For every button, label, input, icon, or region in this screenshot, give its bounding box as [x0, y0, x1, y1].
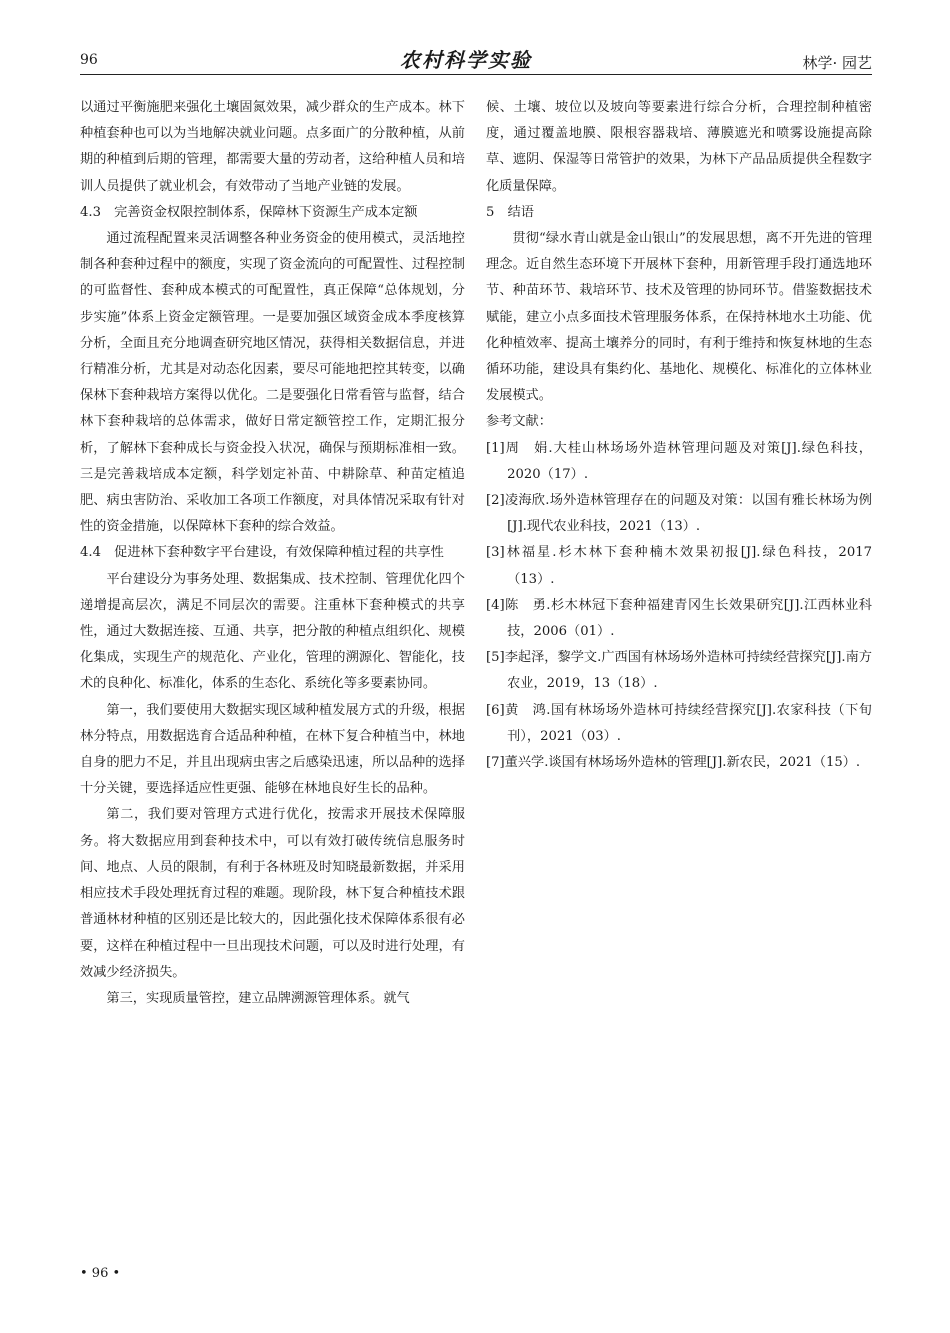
paragraph: 平台建设分为事务处理、数据集成、技术控制、管理优化四个递增提高层次，满足不同层次的需要。注重林下套种模式的共享性，通过大数据连接、互通、共享，把分散的种植点组织化、规模化集成，实现生产的规范化、产业化，管理的溯源化、智能化，技术的良种化、标准化，体系的生态化、系统化等多要素协同。 [80, 571, 465, 692]
paragraph: 通过流程配置来灵活调整各种业务资金的使用模式，灵活地控制各种套种过程中的额度，实现了资金流向的可配置性、过程控制的可监督性、套种成本模式的可配置性，真正保障“总体规划，分步实施”体系上资金定额管理。一是要加强区域资金成本季度核算分析，全面且充分地调查研究地区情况，获得相关数据信息，并进行精准分析，尤其是对动态化因素，要尽可能地把控其转变，以确保林下套种栽培方案得以优化。二是要强化日常看管与监督，结合林下套种栽培的总体需求，做好日常定额管控工作，定期汇报分析，了解林下套种成长与资金投入状况，确保与预期标准相一致。三是完善栽培成本定额，科学划定补苗、中耕除草、种苗定植追肥、病虫害防治、采收加工各项工作额度，对具体情况采取有针对性的资金措施，以保障林下套种的综合效益。 [80, 231, 465, 535]
references-title: 参考文献： [486, 414, 552, 430]
paragraph: 第二，我们要对管理方式进行优化，按需求开展技术保障服务。将大数据应用到套种技术中，可以有效打破传统信息服务时间、地点、人员的限制，有利于各林班及时知晓最新数据，并采用相应技术手段处理抚育过程的难题。现阶段，林下复合种植技术跟普通林材种植的区别还是比较大的，因此强化技术保障体系很有必要，这样在种植过程中一旦出现技术问题，可以及时进行处理，有效减少经济损失。 [80, 807, 465, 980]
header-page-number: 96 [80, 52, 98, 68]
reference-item: [1]周 娟.大桂山林场场外造林管理问题及对策[J].绿色科技，2020（17）. [486, 440, 872, 482]
journal-title: 农村科学实验 [400, 48, 532, 72]
reference-item: [6]黄 鸿.国有林场场外造林可持续经营探究[J].农家科技（下旬刊），2021（03）. [486, 702, 872, 744]
paragraph: 第三，实现质量管控，建立品牌溯源管理体系。就气 [106, 990, 410, 1006]
reference-item: [3]林福星.杉木林下套种楠木效果初报[J].绿色科技，2017（13）. [486, 545, 872, 587]
section-label: 林学· 园艺 [802, 54, 872, 72]
page-footer: • 96 • [80, 1266, 121, 1281]
right-column [486, 95, 872, 776]
reference-item: [7]董兴学.谈国有林场场外造林的管理[J].新农民，2021（15）. [486, 755, 861, 771]
paragraph: 候、土壤、坡位以及坡向等要素进行综合分析，合理控制种植密度，通过覆盖地膜、限根容器栽培、薄膜遮光和喷雾设施提高除草、遮阴、保湿等日常管护的效果，为林下产品品质提供全程数字化质量保障。 [486, 100, 872, 194]
paragraph: 以通过平衡施肥来强化土壤固氮效果，减少群众的生产成本。林下种植套种也可以为当地解决就业问题。点多面广的分散种植，从前期的种植到后期的管理，都需要大量的劳动者，这给种植人员和培训人员提供了就业机会，有效带动了当地产业链的发展。 [80, 100, 465, 194]
section-heading-4-3: 4.3 完善资金权限控制体系，保障林下资源生产成本定额 [80, 204, 418, 220]
reference-item: [2]凌海欣.场外造林管理存在的问题及对策：以国有雅长林场为例[J].现代农业科技，2021（13）. [486, 493, 872, 535]
left-column [80, 95, 465, 1012]
reference-item: [4]陈 勇.杉木林冠下套种福建青冈生长效果研究[J].江西林业科技，2006（01）. [486, 597, 872, 640]
page-header [80, 44, 872, 75]
section-heading-4-4: 4.4 促进林下套种数字平台建设，有效保障种植过程的共享性 [80, 545, 444, 561]
section-heading-5: 5 结语 [486, 204, 534, 220]
paragraph: 第一，我们要使用大数据实现区域种植发展方式的升级，根据林分特点，用数据选育合适品种种植，在林下复合种植当中，林地自身的肥力不足，并且出现病虫害之后感染迅速，所以品种的选择十分关键，要选择适应性更强、能够在林地良好生长的品种。 [80, 702, 465, 797]
reference-item: [5]李起泽，黎学文.广西国有林场场外造林可持续经营探究[J].南方农业，2019，13（18）. [486, 650, 872, 692]
paragraph: 贯彻“绿水青山就是金山银山”的发展思想，离不开先进的管理理念。近自然生态环境下开展林下套种，用新管理手段打通选地环节、种苗环节、栽培环节、技术及管理的协同环节。借鉴数据技术赋能，建立小点多面技术管理服务体系，在保持林地水土功能、优化种植效率、提高土壤养分的同时，有利于维持和恢复林地的生态循环功能，建设具有集约化、基地化、规模化、标准化的立体林业发展模式。 [486, 231, 872, 404]
